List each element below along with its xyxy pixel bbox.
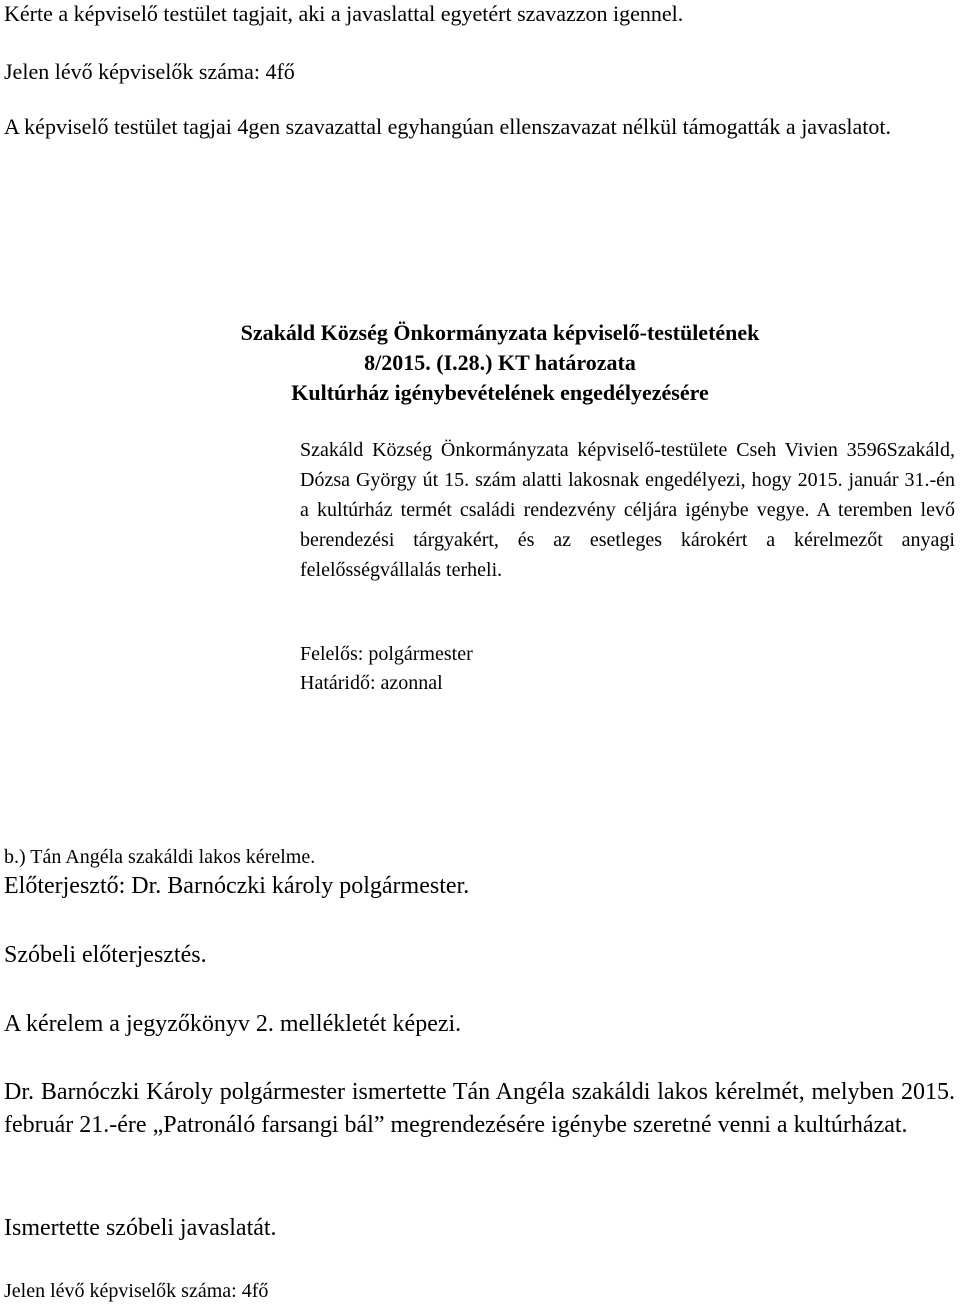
resolution-deadline: Határidő: azonnal xyxy=(300,672,443,694)
section-b-title: b.) Tán Angéla szakáldi lakos kérelme. xyxy=(4,846,316,868)
section-b-presenter: Előterjesztő: Dr. Barnóczki károly polgármester. xyxy=(4,873,470,899)
resolution-heading-line1: Szakáld Község Önkormányzata képviselő-testületének xyxy=(240,320,760,345)
section-b-description: Dr. Barnóczki Károly polgármester ismertette Tán Angéla szakáldi lakos kérelmét, melyben 2015. február 21.-ére „Patronáló farsangi bál” megrendezésére igénybe szeretné venni a kultúrházat. xyxy=(4,1079,955,1138)
resolution-heading-line2: 8/2015. (I.28.) KT határozata xyxy=(364,350,636,375)
resolution-responsible: Felelős: polgármester xyxy=(300,643,473,665)
vote-result-paragraph: A képviselő testület tagjai 4gen szavazattal egyhangúan ellenszavazat nélkül támogatták a javaslatot. xyxy=(4,114,891,139)
vote-request-paragraph: Kérte a képviselő testület tagjait, aki a javaslattal egyetért szavazzon igennel. xyxy=(4,1,684,26)
section-b-annex: A kérelem a jegyzőkönyv 2. mellékletét képezi. xyxy=(4,1011,462,1037)
section-b-present-count: Jelen lévő képviselők száma: 4fő xyxy=(4,1280,269,1302)
section-b-proposal: Ismertette szóbeli javaslatát. xyxy=(4,1215,277,1241)
resolution-body: Szakáld Község Önkormányzata képviselő-testülete Cseh Vivien 3596Szakáld, Dózsa György út 15. szám alatti lakosnak engedélyezi, hogy 2015. január 31.-én a kultúrház termét családi rendezvény céljára igénybe vegye. A teremben levő berendezési tárgyakért, és az esetleges károkért a kérelmezőt anyagi felelősségvállalás terheli. xyxy=(300,439,955,581)
present-members-count: Jelen lévő képviselők száma: 4fő xyxy=(4,59,295,84)
resolution-heading-line3: Kultúrház igénybevételének engedélyezésére xyxy=(291,380,709,405)
section-b-oral: Szóbeli előterjesztés. xyxy=(4,942,207,968)
